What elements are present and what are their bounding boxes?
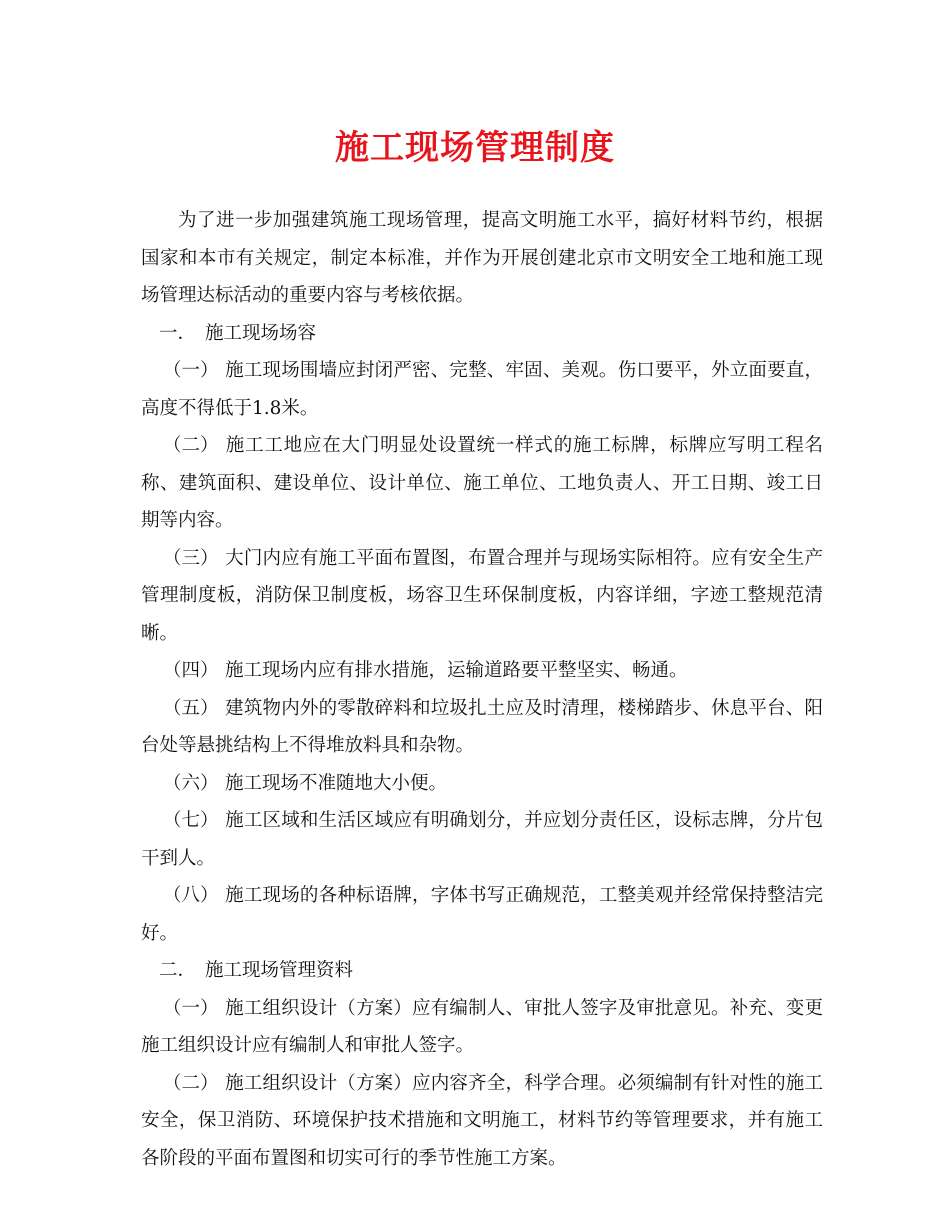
item-text: 施工现场围墙应封闭严密、完整、牢固、美观。伤口要平，外立面要直，高度不得低于1.8米。 [141, 360, 823, 419]
list-item [141, 352, 823, 427]
item-text: 施工工地应在大门明显处设置统一样式的施工标牌，标牌应写明工程名称、建筑面积、建设单位、设计单位、施工单位、工地负责人、开工日期、竣工日期等内容。 [141, 435, 823, 531]
section-heading-1 [141, 315, 823, 353]
section-heading-text: 施工现场管理资料 [205, 960, 354, 981]
item-text: 施工现场的各种标语牌，字体书写正确规范，工整美观并经常保持整洁完好。 [141, 885, 823, 944]
item-marker: （七） [163, 810, 219, 831]
item-marker: （二） [163, 1072, 219, 1094]
item-text: 施工现场不准随地大小便。 [225, 772, 448, 794]
section-marker: 二． [159, 960, 197, 981]
section-heading-2 [141, 952, 823, 990]
list-item [141, 690, 823, 765]
item-marker: （八） [163, 885, 219, 906]
item-marker: （二） [163, 435, 219, 456]
item-marker: （一） [163, 360, 219, 381]
document-body [141, 202, 823, 1177]
list-item [141, 990, 823, 1065]
list-item [141, 1065, 823, 1178]
list-item [141, 652, 823, 690]
list-item [141, 540, 823, 653]
list-item [141, 802, 823, 877]
item-text: 建筑物内外的零散碎料和垃圾扎土应及时清理，楼梯踏步、休息平台、阳台处等悬挑结构上不得堆放料具和杂物。 [141, 697, 823, 756]
document-title: 施工现场管理制度 [335, 128, 615, 168]
item-text: 施工现场内应有排水措施，运输道路要平整坚实、畅通。 [225, 660, 688, 681]
item-text: 施工组织设计（方案）应有编制人、审批人签字及审批意见。补充、变更施工组织设计应有编制人和审批人签字。 [141, 997, 823, 1056]
intro-paragraph: 为了进一步加强建筑施工现场管理，提高文明施工水平，搞好材料节约，根据国家和本市有关规定，制定本标准，并作为开展创建北京市文明安全工地和施工现场管理达标活动的重要内容与考核依据。 [141, 210, 823, 306]
list-item [141, 765, 823, 803]
list-item [141, 877, 823, 952]
section-heading-text: 施工现场场容 [205, 322, 317, 344]
item-marker: （四） [163, 660, 219, 681]
item-marker: （五） [163, 697, 219, 719]
section-marker: 一． [159, 322, 197, 344]
item-marker: （三） [163, 547, 219, 569]
list-item [141, 427, 823, 540]
item-text: 大门内应有施工平面布置图，布置合理并与现场实际相符。应有安全生产管理制度板，消防保卫制度板，场容卫生环保制度板，内容详细，字迹工整规范清晰。 [141, 547, 823, 644]
item-text: 施工区域和生活区域应有明确划分，并应划分责任区，设标志牌，分片包干到人。 [141, 810, 823, 869]
item-marker: （六） [163, 772, 219, 794]
item-marker: （一） [163, 997, 219, 1019]
item-text: 施工组织设计（方案）应内容齐全，科学合理。必须编制有针对性的施工安全，保卫消防、环境保护技术措施和文明施工，材料节约等管理要求，并有施工各阶段的平面布置图和切实可行的季节性施工方案。 [141, 1072, 823, 1169]
